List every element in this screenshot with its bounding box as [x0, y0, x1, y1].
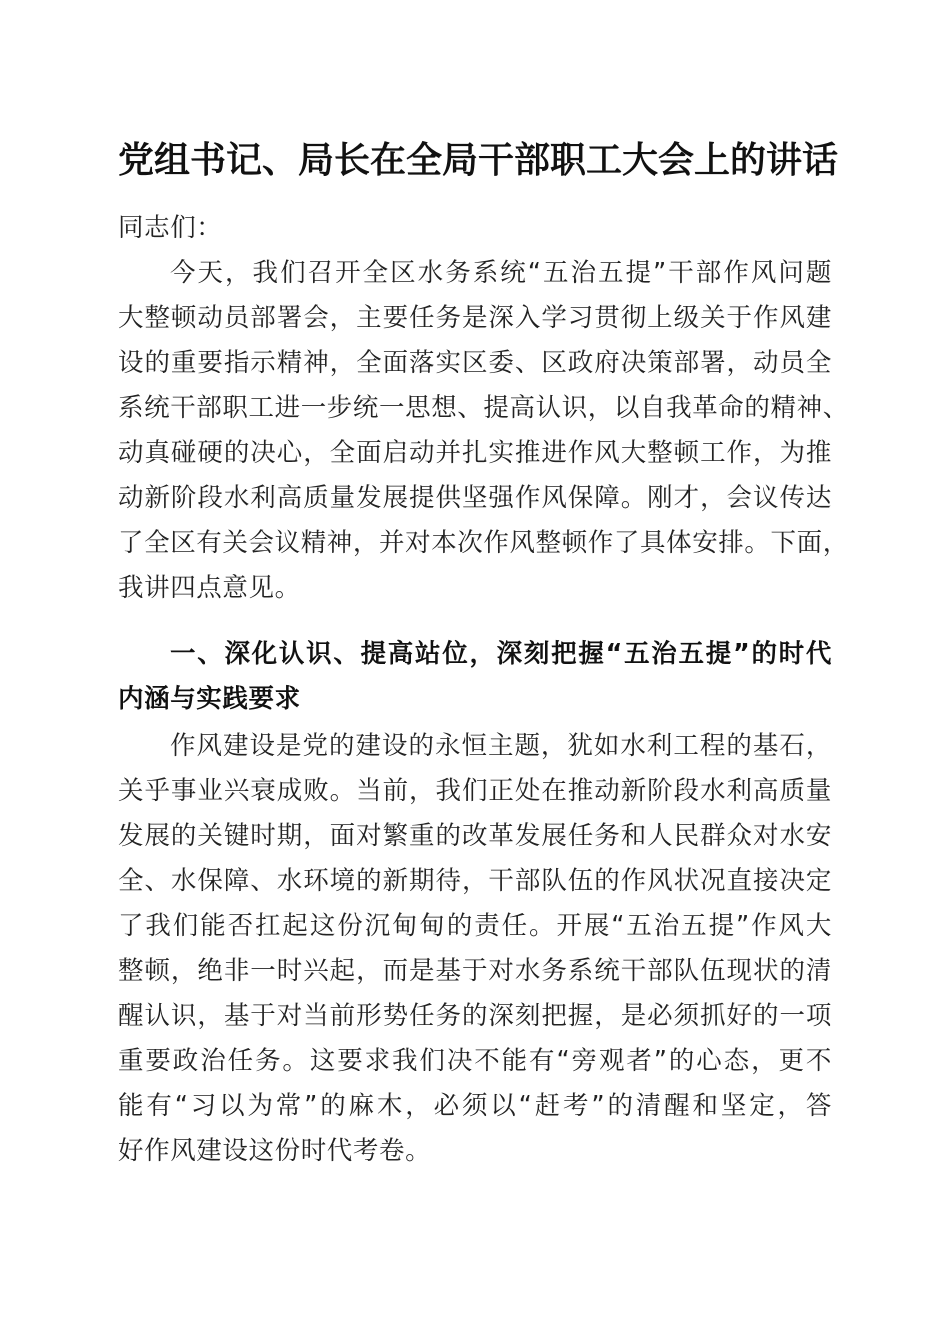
paragraph-line: 作风建设是党的建设的永恒主题，犹如水利工程的基石，: [170, 731, 832, 761]
paragraph-line: 全、水保障、水环境的新期待，干部队伍的作风状况直接决定: [118, 866, 832, 896]
paragraph-line: 今天，我们召开全区水务系统“五治五提”干部作风问题: [170, 258, 832, 288]
paragraph-line: 好作风建设这份时代考卷。: [118, 1136, 432, 1166]
paragraph-line: 整顿，绝非一时兴起，而是基于对水务系统干部队伍现状的清: [118, 956, 832, 986]
salutation: 同志们：: [118, 213, 223, 243]
heading-line: 内涵与实践要求: [118, 684, 301, 714]
paragraph-line: 能有“习以为常”的麻木，必须以“赶考”的清醒和坚定，答: [118, 1091, 832, 1121]
paragraph-line: 了全区有关会议精神，并对本次作风整顿作了具体安排。下面，: [118, 528, 849, 558]
paragraph-line: 系统干部职工进一步统一思想、提高认识，以自我革命的精神、: [118, 393, 849, 423]
paragraph-line: 醒认识，基于对当前形势任务的深刻把握，是必须抓好的一项: [118, 1001, 832, 1031]
heading-line: 一、深化认识、提高站位，深刻把握“五治五提”的时代: [170, 639, 832, 669]
paragraph-line: 重要政治任务。这要求我们决不能有“旁观者”的心态，更不: [118, 1046, 832, 1076]
paragraph-line: 关乎事业兴衰成败。当前，我们正处在推动新阶段水利高质量: [118, 776, 832, 806]
paragraph-line: 动新阶段水利高质量发展提供坚强作风保障。刚才，会议传达: [118, 483, 832, 513]
paragraph-line: 大整顿动员部署会，主要任务是深入学习贯彻上级关于作风建: [118, 303, 832, 333]
paragraph-line: 了我们能否扛起这份沉甸甸的责任。开展“五治五提”作风大: [118, 911, 832, 941]
paragraph-line: 动真碰硬的决心，全面启动并扎实推进作风大整顿工作，为推: [118, 438, 832, 468]
paragraph-line: 设的重要指示精神，全面落实区委、区政府决策部署，动员全: [118, 348, 832, 378]
paragraph-line: 我讲四点意见。: [118, 573, 301, 603]
document-title: 党组书记、局长在全局干部职工大会上的讲话: [118, 139, 839, 181]
paragraph-line: 发展的关键时期，面对繁重的改革发展任务和人民群众对水安: [118, 821, 832, 851]
